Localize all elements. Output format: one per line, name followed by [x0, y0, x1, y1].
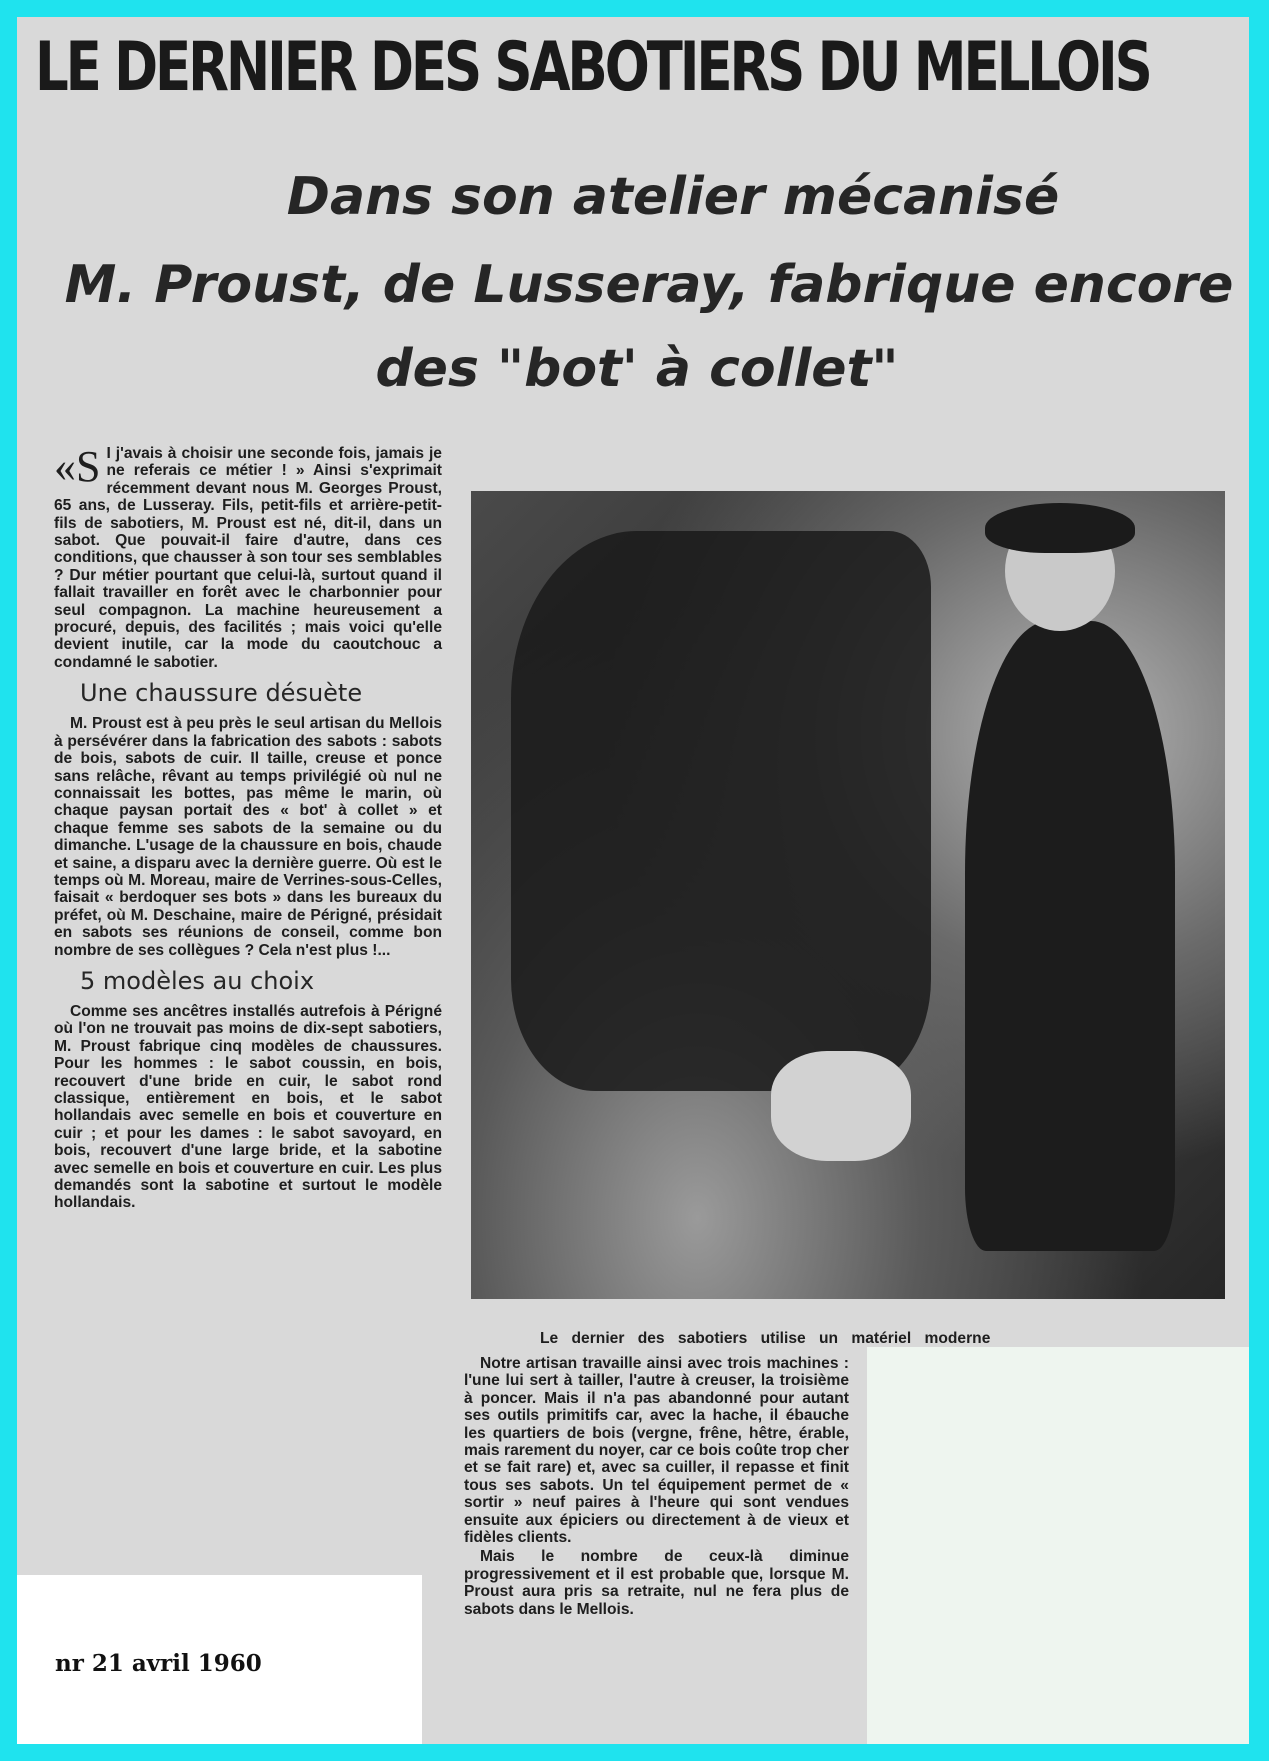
- intro-text: I j'avais à choisir une seconde fois, jamais je ne referais ce métier ! » Ainsi s'exprimait récemment devant nous M. Georges Proust, 65 ans, de Lusseray. Fils, petit-fils et arrière-petit-fils de sabotiers, M. Proust est né, dit-il, dans un sabot. Que pouvait-il faire d'autre, dans ces conditions, que chausser à son tour ses semblables ? Dur métier pourtant que celui-là, surtout quand il fallait travailler en forêt avec le charbonnier pour seul compagnon. La machine heureusement a procuré, depuis, des facilités ; mais voici qu'elle devient inutile, car la mode du caoutchouc a condamné le sabotier.: [54, 445, 442, 671]
- section-heading-modeles: 5 modèles au choix: [80, 966, 315, 995]
- continuation-paragraph-2: Mais le nombre de ceux-là diminue progressivement et il est probable que, lorsque M. Proust aura pris sa retraite, nul ne fera plus de sabots dans le Mellois.: [464, 1548, 849, 1618]
- machine-shape: [511, 531, 931, 1091]
- dropcap: «S: [54, 442, 101, 491]
- intro-paragraph: [54, 442, 442, 671]
- photo-caption: Le dernier des sabotiers utilise un matériel moderne: [540, 1330, 991, 1347]
- section-heading-chaussure: Une chaussure désuète: [80, 679, 363, 708]
- blank-area-right: [867, 1347, 1249, 1744]
- subtitle-line-2: M. Proust, de Lusseray, fabrique encore: [64, 255, 1234, 315]
- section-body-chaussure: M. Proust est à peu près le seul artisan du Mellois à persévérer dans la fabrication des sabots : sabots de bois, sabots de cuir. Il taille, creuse et ponce sans relâche, rêvant au temps privilégié où nul ne connaissait les bottes, pas même le marin, où chaque paysan portait des « bot' à collet » et chaque femme ses sabots de la semaine ou du dimanche. L'usage de la chaussure en bois, chaude et saine, a disparu avec la dernière guerre. Où est le temps où M. Moreau, maire de Verrines-sous-Celles, faisait « berdoquer ses bots » dans les bureaux du préfet, où M. Deschaine, maire de Périgné, présidait en sabots ses réunions de conseil, comme bon nombre de ses collègues ? Cela n'est plus !...: [54, 715, 442, 959]
- headline: LE DERNIER DES SABOTIERS DU MELLOIS: [35, 28, 1150, 107]
- newspaper-clipping: [17, 17, 1249, 1744]
- subtitle-line-1: Dans son atelier mécanisé: [286, 167, 1060, 227]
- continuation-paragraph-1: Notre artisan travaille ainsi avec trois machines : l'une lui sert à tailler, l'autre à creuser, la troisième à poncer. Mais il n'a pas abandonné pour autant ses outils primitifs car, avec la hache, il ébauche les quartiers de bois (vergne, frêne, hêtre, érable, mais rarement du noyer, car ce bois coûte trop cher et se fait rare) et, avec sa cuiller, il repasse et finit tous ses sabots. Un tel équipement permet de « sortir » neuf paires à l'heure qui sont vendues ensuite aux épiciers ou directement à de vieux et fidèles clients.: [464, 1355, 849, 1547]
- source-date-note: nr 21 avril 1960: [55, 1650, 262, 1677]
- continuation-column: [464, 1355, 849, 1620]
- bundle-shape: [771, 1051, 911, 1161]
- subtitle-line-3: des "bot' à collet": [375, 339, 899, 399]
- sabotier-photo: [471, 491, 1225, 1299]
- section-body-modeles: Comme ses ancêtres installés autrefois à Périgné où l'on ne trouvait pas moins de dix-sept sabotiers, M. Proust fabrique cinq modèles de chaussures. Pour les hommes : le sabot coussin, en bois, recouvert d'une bride en cuir, le sabot rond classique, entièrement en bois, et le sabot hollandais avec semelle en bois et couverture en cuir ; et pour les dames : le sabot savoyard, en bois, recouvert d'une large bride, et la sabotine avec semelle en bois et couverture en cuir. Les plus demandés sont la sabotine et surtout le modèle hollandais.: [54, 1002, 442, 1212]
- left-column: [54, 442, 442, 1214]
- sabotier-figure: [965, 511, 1195, 1251]
